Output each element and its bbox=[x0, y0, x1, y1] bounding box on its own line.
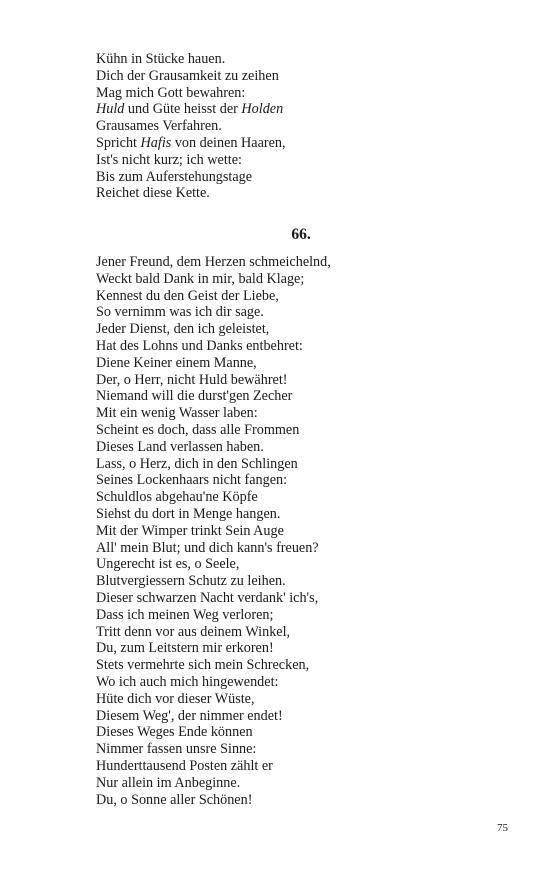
verse-line: Bis zum Auferstehungstage bbox=[96, 168, 253, 185]
verse-line: Jener Freund, dem Herzen schmeichelnd, bbox=[96, 254, 331, 270]
poem-66-stanza bbox=[96, 254, 456, 808]
verse-line: Mit ein wenig Wasser laben: bbox=[96, 405, 258, 422]
verse-line bbox=[96, 101, 456, 118]
verse-line: Hat des Lohns und Danks entbehret: bbox=[96, 337, 303, 354]
verse-line: Dass ich meinen Weg verloren; bbox=[96, 606, 274, 623]
verse-line: Jeder Dienst, den ich geleistet, bbox=[96, 321, 270, 338]
verse-line: Scheint es doch, dass alle Frommen bbox=[96, 421, 300, 438]
verse-line: Kennest du den Geist der Liebe, bbox=[96, 287, 279, 304]
verse-line: Ist's nicht kurz; ich wette: bbox=[96, 151, 242, 168]
verse-line: Reichet diese Kette. bbox=[96, 185, 210, 202]
verse-line: Dieser schwarzen Nacht verdank' ich's, bbox=[96, 589, 319, 606]
verse-italic-word: Holden bbox=[241, 101, 284, 118]
verse-line: Weckt bald Dank in mir, bald Klage; bbox=[96, 270, 305, 287]
verse-text: von deinen Haaren, bbox=[171, 134, 286, 151]
page-number: 75 bbox=[497, 822, 508, 834]
verse-line: Blutvergiessern Schutz zu leihen. bbox=[96, 573, 286, 590]
verse-line: All' mein Blut; und dich kann's freuen? bbox=[96, 539, 319, 556]
poem-stanza-continued bbox=[96, 51, 456, 202]
verse-line: Du, o Sonne aller Schönen! bbox=[96, 791, 253, 808]
verse-line: So vernimm was ich dir sage. bbox=[96, 304, 264, 321]
verse-line: Grausames Verfahren. bbox=[96, 118, 222, 135]
verse-line: Nimmer fassen unsre Sinne: bbox=[96, 741, 257, 758]
verse-line: Mag mich Gott bewahren: bbox=[96, 84, 246, 101]
verse-line: Dich der Grausamkeit zu zeihen bbox=[96, 67, 279, 84]
verse-italic-word: Hafis bbox=[140, 134, 172, 151]
verse-line: Schuldlos abgehau'ne Köpfe bbox=[96, 489, 258, 506]
verse-line: Seines Lockenhaars nicht fangen: bbox=[96, 472, 288, 489]
verse-line: Du, zum Leitstern mir erkoren! bbox=[96, 640, 274, 657]
verse-line: Siehst du dort in Menge hangen. bbox=[96, 505, 281, 522]
verse-line: Mit der Wimper trinkt Sein Auge bbox=[96, 522, 284, 539]
verse-line: Kühn in Stücke hauen. bbox=[96, 51, 226, 67]
verse-line: Hunderttausend Posten zählt er bbox=[96, 757, 273, 774]
verse-text: und Güte heisst der bbox=[124, 101, 242, 118]
verse-italic-word: Huld bbox=[96, 101, 125, 118]
verse-line: Dieses Land verlassen haben. bbox=[96, 438, 264, 455]
verse-line: Wo ich auch mich hingewendet: bbox=[96, 673, 279, 690]
verse-line: Nur allein im Anbeginne. bbox=[96, 774, 241, 791]
verse-line bbox=[96, 135, 456, 152]
verse-line: Stets vermehrte sich mein Schrecken, bbox=[96, 657, 310, 674]
verse-line: Diene Keiner einem Manne, bbox=[96, 354, 257, 371]
verse-line: Hüte dich vor dieser Wüste, bbox=[96, 690, 255, 707]
verse-line: Dieses Weges Ende können bbox=[96, 724, 253, 741]
poem-number-heading: 66. bbox=[291, 226, 311, 243]
verse-line: Niemand will die durst'gen Zecher bbox=[96, 388, 293, 405]
verse-text: Spricht bbox=[96, 134, 141, 151]
verse-line: Ungerecht ist es, o Seele, bbox=[96, 556, 240, 573]
verse-line: Lass, o Herz, dich in den Schlingen bbox=[96, 455, 298, 472]
verse-line: Diesem Weg', der nimmer endet! bbox=[96, 707, 283, 724]
verse-line: Der, o Herr, nicht Huld bewähret! bbox=[96, 371, 288, 388]
verse-line: Tritt denn vor aus deinem Winkel, bbox=[96, 623, 291, 640]
